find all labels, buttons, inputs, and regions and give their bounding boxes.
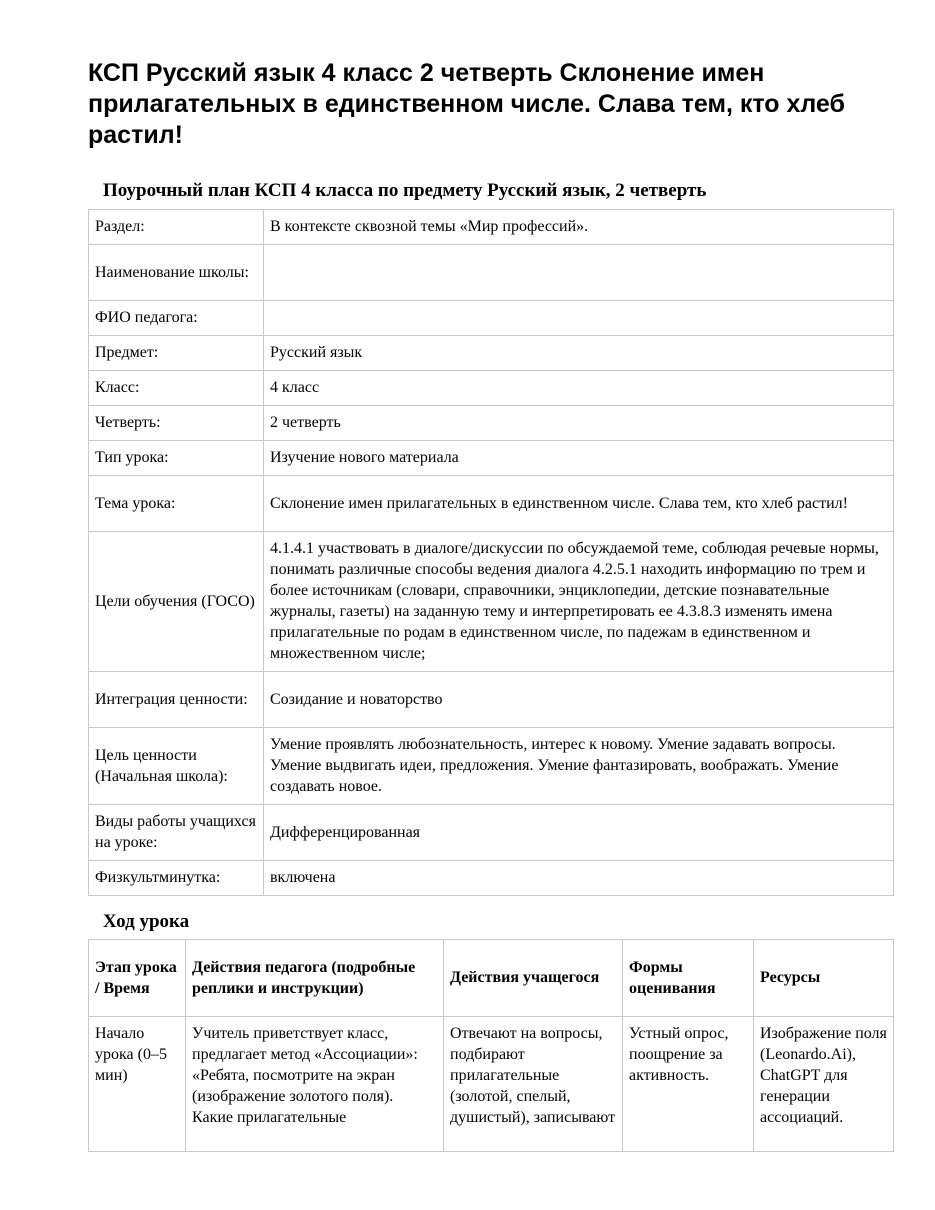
plan-row-value: 2 четверть [264,406,894,441]
plan-row-value: включена [264,861,894,896]
plan-row-section [89,210,894,245]
lesson-cell-text: Начало урока (0–5 мин) [95,1025,167,1084]
plan-row-goals [89,532,894,672]
plan-row-label: Цели обучения (ГОСО) [89,532,264,672]
plan-row-label: Тип урока: [89,441,264,476]
plan-row-label: Класс: [89,371,264,406]
column-header-resources: Ресурсы [754,940,894,1017]
lesson-cell-text: Изображение поля (Leonardo.Ai), ChatGPT для генерации ассоциаций. [760,1025,887,1126]
lesson-row [89,1017,894,1152]
plan-row-value: Умение проявлять любознательность, интерес к новому. Умение задавать вопросы. Умение выдвигать идеи, предложения. Умение фантазировать, воображать. Умение создавать новое. [264,728,894,805]
plan-row-grade [89,371,894,406]
plan-row-value: Созидание и новаторство [264,672,894,728]
plan-row-lesson-type [89,441,894,476]
lesson-cell-text: Учитель приветствует класс, предлагает метод «Ассоциации»: «Ребята, посмотрите на экран (изображение золотого поля). Какие прилагательные [192,1025,418,1126]
lesson-cell-assessment [623,1017,754,1152]
plan-row-label: Интеграция ценности: [89,672,264,728]
document-page [88,58,893,1152]
plan-row-label: ФИО педагога: [89,301,264,336]
plan-row-physical-break [89,861,894,896]
plan-row-value [264,301,894,336]
plan-row-label: Виды работы учащихся на уроке: [89,805,264,861]
lesson-heading: Ход урока [103,911,190,932]
plan-row-teacher [89,301,894,336]
plan-row-subject [89,336,894,371]
plan-row-value: Склонение имен прилагательных в единственном числе. Слава тем, кто хлеб растил! [264,476,894,532]
lesson-header-row [89,940,894,1017]
plan-row-work-types [89,805,894,861]
plan-row-value-integration [89,672,894,728]
plan-row-label: Тема урока: [89,476,264,532]
plan-row-value: В контексте сквозной темы «Мир профессий». [264,210,894,245]
lesson-progress-table [88,939,894,1152]
document-title: КСП Русский язык 4 класс 2 четверть Склонение имен прилагательных в единственном числе. Слава тем, кто хлеб растил! [88,59,845,149]
lesson-cell-resources [754,1017,894,1152]
plan-row-value: 4.1.4.1 участвовать в диалоге/дискуссии по обсуждаемой теме, соблюдая речевые нормы, понимать различные способы ведения диалога 4.2.5.1 находить информацию по трем и более источникам (словари, справочники, энциклопедии, детские познавательные журналы, газеты) на заданную тему и интерпретировать ее 4.3.8.3 изменять имена прилагательные по родам в единственном числе, по падежам в единственном и множественном числе; [264,532,894,672]
column-header-stage: Этап урока / Время [89,940,186,1017]
plan-row-label: Раздел: [89,210,264,245]
lesson-cell-student [444,1017,623,1152]
plan-row-topic [89,476,894,532]
lesson-cell-text: Отвечают на вопросы, подбирают прилагательные (золотой, спелый, душистый), записывают [450,1025,616,1126]
plan-row-label: Наименование школы: [89,245,264,301]
plan-row-value: Русский язык [264,336,894,371]
plan-row-value: Дифференцированная [264,805,894,861]
lesson-cell-text: Устный опрос, поощрение за активность. [629,1025,729,1084]
plan-row-label: Физкультминутка: [89,861,264,896]
lesson-cell-stage [89,1017,186,1152]
column-header-assessment: Формы оценивания [623,940,754,1017]
plan-row-label: Цель ценности (Начальная школа): [89,728,264,805]
plan-row-value [264,245,894,301]
column-header-teacher-actions: Действия педагога (подробные реплики и инструкции) [186,940,444,1017]
plan-row-label: Предмет: [89,336,264,371]
column-header-student-actions: Действия учащегося [444,940,623,1017]
plan-row-value: 4 класс [264,371,894,406]
plan-row-school [89,245,894,301]
plan-row-value: Изучение нового материала [264,441,894,476]
lesson-plan-table [88,209,894,896]
plan-row-value-goal [89,728,894,805]
plan-heading: Поурочный план КСП 4 класса по предмету Русский язык, 2 четверть [103,180,707,201]
plan-row-quarter [89,406,894,441]
lesson-cell-teacher [186,1017,444,1152]
plan-row-label: Четверть: [89,406,264,441]
